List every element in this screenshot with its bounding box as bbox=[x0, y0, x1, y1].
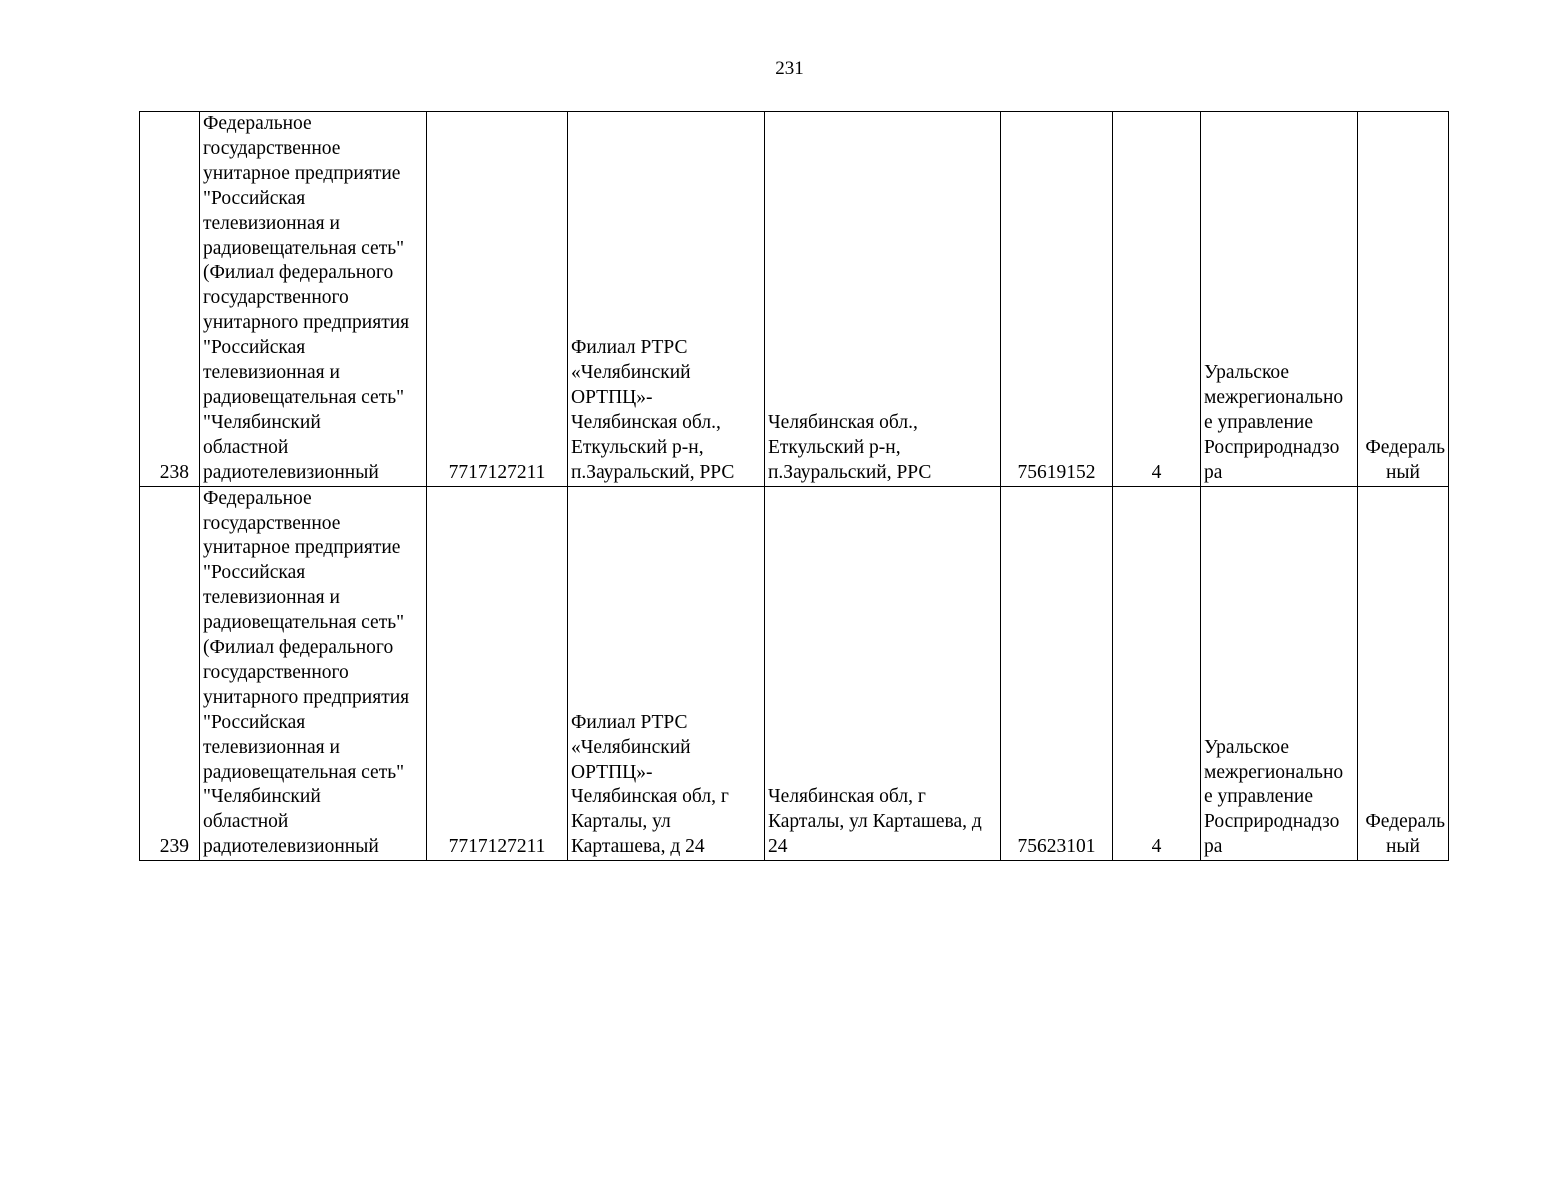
organization-cell bbox=[200, 112, 427, 487]
object-line: Карташева, д 24 bbox=[571, 836, 705, 858]
organization-line: радиовещательная сеть" bbox=[203, 761, 405, 783]
organization-line: телевизионная и bbox=[203, 736, 340, 758]
organization-line: Федеральное bbox=[203, 487, 312, 509]
object-line: Карталы, ул bbox=[571, 811, 671, 833]
level-cell bbox=[1358, 112, 1449, 487]
organization-line: унитарное предприятие bbox=[203, 162, 401, 184]
object-line: Филиал РТРС bbox=[571, 337, 688, 359]
address-line: Челябинская обл., bbox=[768, 411, 918, 433]
organization-line: телевизионная и bbox=[203, 587, 340, 609]
organization-line: телевизионная и bbox=[203, 212, 340, 234]
organization-line: унитарного предприятия bbox=[203, 686, 410, 708]
authority-line: Уральское bbox=[1204, 736, 1290, 758]
row-number-cell: 238 bbox=[140, 112, 200, 487]
object-line: Филиал РТРС bbox=[571, 711, 688, 733]
organization-line: государственного bbox=[203, 661, 349, 683]
address-line: Карталы, ул Карташева, д bbox=[768, 811, 982, 833]
authority-line: е управление bbox=[1204, 411, 1313, 433]
page-number: 231 bbox=[775, 58, 804, 79]
organization-line: радиовещательная сеть" bbox=[203, 612, 405, 634]
oktmo-cell: 75623101 bbox=[1001, 486, 1113, 861]
organization-line: Федеральное bbox=[203, 113, 312, 134]
object-cell bbox=[568, 486, 765, 861]
authority-cell bbox=[1201, 112, 1358, 487]
organization-line: "Челябинский bbox=[203, 411, 321, 433]
address-cell bbox=[765, 112, 1001, 487]
table-body bbox=[140, 112, 1449, 861]
organization-line: областной bbox=[203, 811, 289, 833]
address-line: Еткульский р-н, bbox=[768, 436, 901, 458]
object-line: ОРТПЦ»- bbox=[571, 761, 653, 783]
organization-line: "Российская bbox=[203, 337, 306, 359]
organization-line: областной bbox=[203, 436, 289, 458]
organization-line: унитарное предприятие bbox=[203, 537, 401, 559]
organization-line: радиовещательная сеть" bbox=[203, 237, 405, 259]
level-line: Федераль bbox=[1365, 811, 1445, 833]
authority-line: межрегионально bbox=[1204, 386, 1344, 408]
organization-line: "Российская bbox=[203, 562, 306, 584]
inn-cell: 7717127211 bbox=[427, 112, 568, 487]
oktmo-cell: 75619152 bbox=[1001, 112, 1113, 487]
level-cell bbox=[1358, 486, 1449, 861]
level-line: ный bbox=[1386, 836, 1420, 858]
organization-line: "Российская bbox=[203, 187, 306, 209]
address-line: 24 bbox=[768, 836, 788, 858]
organization-line: (Филиал федерального bbox=[203, 637, 394, 659]
organization-cell bbox=[200, 486, 427, 861]
category-cell: 4 bbox=[1113, 486, 1201, 861]
object-line: ОРТПЦ»- bbox=[571, 386, 653, 408]
authority-line: ра bbox=[1204, 836, 1223, 858]
organization-line: (Филиал федерального bbox=[203, 262, 394, 284]
object-line: Челябинская обл, г bbox=[571, 786, 729, 808]
object-line: «Челябинский bbox=[571, 736, 691, 758]
organization-line: радиотелевизионный bbox=[203, 461, 379, 483]
authority-line: межрегионально bbox=[1204, 761, 1344, 783]
organization-line: государственное bbox=[203, 512, 341, 534]
table-row bbox=[140, 112, 1449, 487]
level-line: Федераль bbox=[1365, 436, 1445, 458]
object-line: п.Зауральский, РРС bbox=[571, 461, 735, 483]
address-line: п.Зауральский, РРС bbox=[768, 461, 932, 483]
inn-cell: 7717127211 bbox=[427, 486, 568, 861]
organization-line: "Российская bbox=[203, 711, 306, 733]
authority-line: Уральское bbox=[1204, 362, 1290, 384]
table-row bbox=[140, 486, 1449, 861]
row-number-cell: 239 bbox=[140, 486, 200, 861]
organization-line: радиотелевизионный bbox=[203, 836, 379, 858]
object-line: «Челябинский bbox=[571, 362, 691, 384]
organization-line: телевизионная и bbox=[203, 362, 340, 384]
address-cell bbox=[765, 486, 1001, 861]
organization-line: унитарного предприятия bbox=[203, 312, 410, 334]
level-line: ный bbox=[1386, 461, 1420, 483]
object-cell bbox=[568, 112, 765, 487]
object-line: Челябинская обл., bbox=[571, 411, 721, 433]
organization-line: радиовещательная сеть" bbox=[203, 386, 405, 408]
address-line: Челябинская обл, г bbox=[768, 786, 926, 808]
organization-line: государственного bbox=[203, 287, 349, 309]
authority-cell bbox=[1201, 486, 1358, 861]
category-cell: 4 bbox=[1113, 112, 1201, 487]
registry-table bbox=[139, 111, 1449, 861]
authority-line: ра bbox=[1204, 461, 1223, 483]
object-line: Еткульский р-н, bbox=[571, 436, 704, 458]
organization-line: "Челябинский bbox=[203, 786, 321, 808]
organization-line: государственное bbox=[203, 137, 341, 159]
authority-line: Росприроднадзо bbox=[1204, 811, 1340, 833]
authority-line: Росприроднадзо bbox=[1204, 436, 1340, 458]
authority-line: е управление bbox=[1204, 786, 1313, 808]
